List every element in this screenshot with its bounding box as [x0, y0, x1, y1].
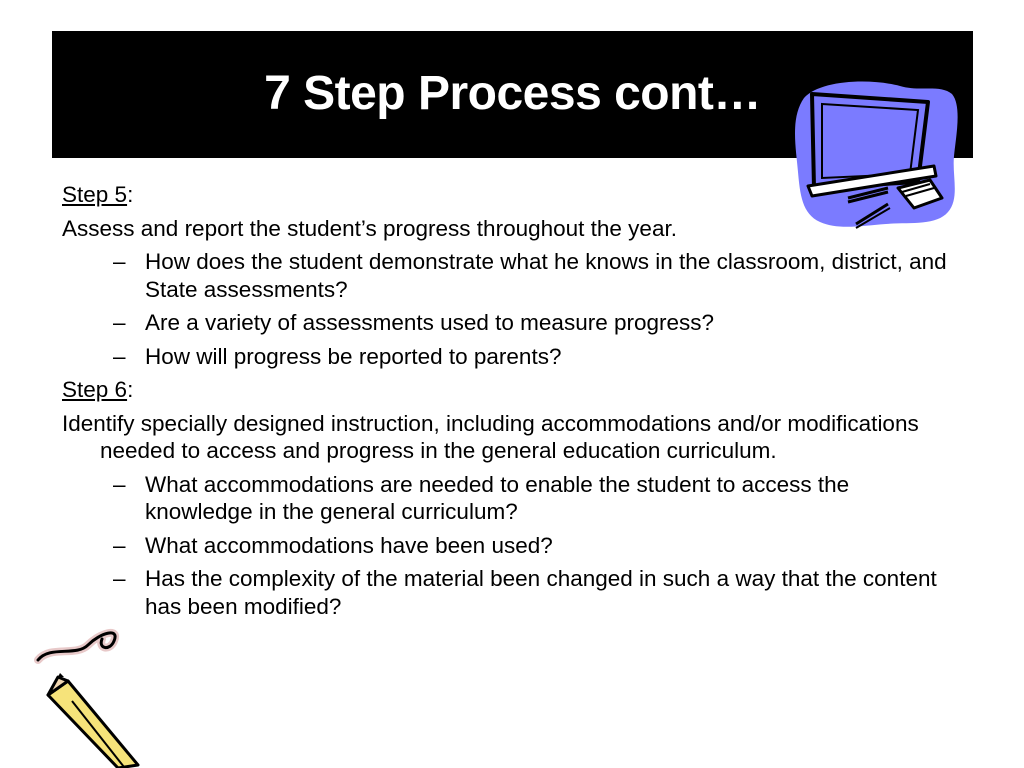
step6-bullet — [62, 471, 962, 526]
step6-bullet — [62, 532, 962, 560]
dash-bullet: – — [113, 249, 126, 274]
step5-colon: : — [127, 182, 134, 207]
bullet-text: Has the complexity of the material been changed in such a way that the content has been modified? — [145, 566, 937, 619]
bullet-text: Are a variety of assessments used to measure progress? — [145, 310, 715, 335]
step6-heading — [62, 376, 962, 404]
bullet-text: What accommodations have been used? — [145, 532, 553, 558]
step5-bullet — [62, 343, 962, 371]
step5-bullet — [62, 248, 962, 303]
dash-bullet: – — [113, 471, 126, 497]
dash-bullet: – — [113, 310, 126, 335]
bullet-text: How will progress be reported to parents? — [145, 343, 562, 369]
step5-label: Step 5 — [62, 182, 128, 207]
pencil-icon — [28, 615, 148, 768]
dash-bullet: – — [113, 532, 126, 558]
slide-body — [62, 181, 962, 626]
bullet-text: How does the student demonstrate what he knows in the classroom, district, and State assessments? — [145, 249, 947, 302]
step6-label: Step 6 — [62, 377, 128, 402]
step5-bullet — [62, 309, 962, 337]
step5-text: Assess and report the student’s progress throughout the year. — [62, 215, 677, 241]
dash-bullet: – — [113, 566, 126, 591]
step6-bullet — [62, 565, 962, 620]
step6-colon: : — [127, 377, 134, 402]
dash-bullet: – — [113, 343, 126, 369]
step6-text: Identify specially designed instruction, including accommodations and/or modifications needed to access and progress in the general education curriculum. — [62, 410, 919, 463]
bullet-text: What accommodations are needed to enable the student to access the knowledge in the general curriculum? — [145, 471, 850, 524]
slide-title: 7 Step Process cont… — [264, 67, 761, 120]
step5-heading — [62, 181, 962, 209]
